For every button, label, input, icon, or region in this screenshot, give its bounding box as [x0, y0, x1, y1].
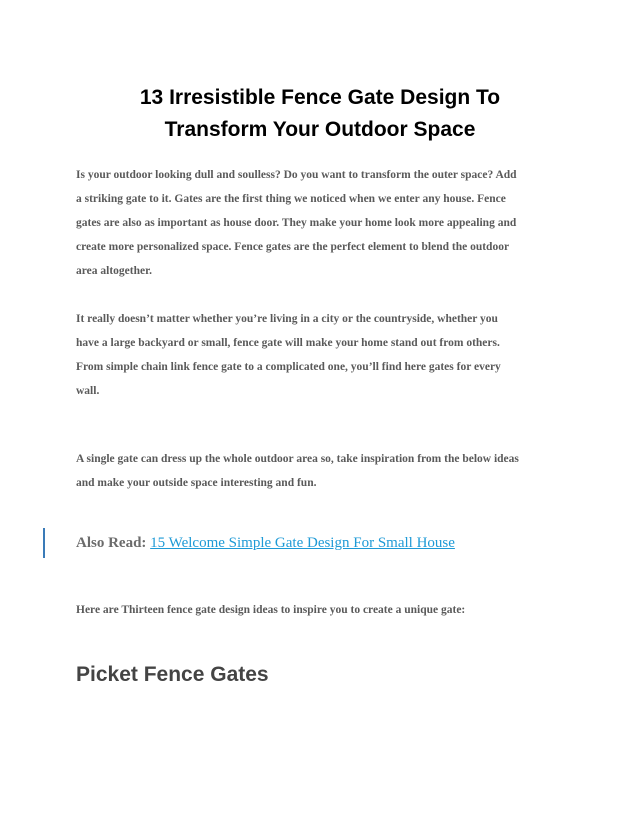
also-read-link[interactable]: 15 Welcome Simple Gate Design For Small House: [150, 535, 455, 551]
intro-paragraph: [76, 163, 576, 283]
text-line: a striking gate to it. Gates are the first thing we noticed when we enter any house. Fence: [76, 193, 506, 205]
section-heading: Picket Fence Gates: [76, 663, 269, 686]
article-title: [60, 82, 580, 146]
text-line: create more personalized space. Fence gates are the perfect element to blend the outdoor: [76, 241, 510, 253]
blockquote-bar: [43, 528, 45, 558]
text-line: Is your outdoor looking dull and soulless? Do you want to transform the outer space? Add: [76, 169, 517, 181]
text-line: and make your outside space interesting and fun.: [76, 477, 317, 489]
article-title-line-1: 13 Irresistible Fence Gate Design To: [139, 86, 501, 109]
text-line: From simple chain link fence gate to a complicated one, you’ll find here gates for every: [76, 361, 501, 373]
text-line: area altogether.: [76, 265, 153, 277]
text-line: wall.: [76, 385, 100, 397]
article-title-line-2: Transform Your Outdoor Space: [164, 118, 476, 141]
text-line: gates are also as important as house door. They make your home look more appealing and: [76, 217, 517, 229]
also-read-callout: [76, 533, 455, 553]
text-line: have a large backyard or small, fence gate will make your home stand out from others.: [76, 337, 500, 349]
also-read-label: Also Read:: [76, 535, 147, 551]
second-paragraph: [76, 307, 576, 403]
text-line: It really doesn’t matter whether you’re living in a city or the countryside, whether you: [76, 313, 498, 325]
text-line: A single gate can dress up the whole outdoor area so, take inspiration from the below ideas: [76, 453, 519, 465]
third-paragraph: [76, 447, 576, 495]
ideas-intro-text: Here are Thirteen fence gate design ideas to inspire you to create a unique gate:: [76, 604, 466, 616]
